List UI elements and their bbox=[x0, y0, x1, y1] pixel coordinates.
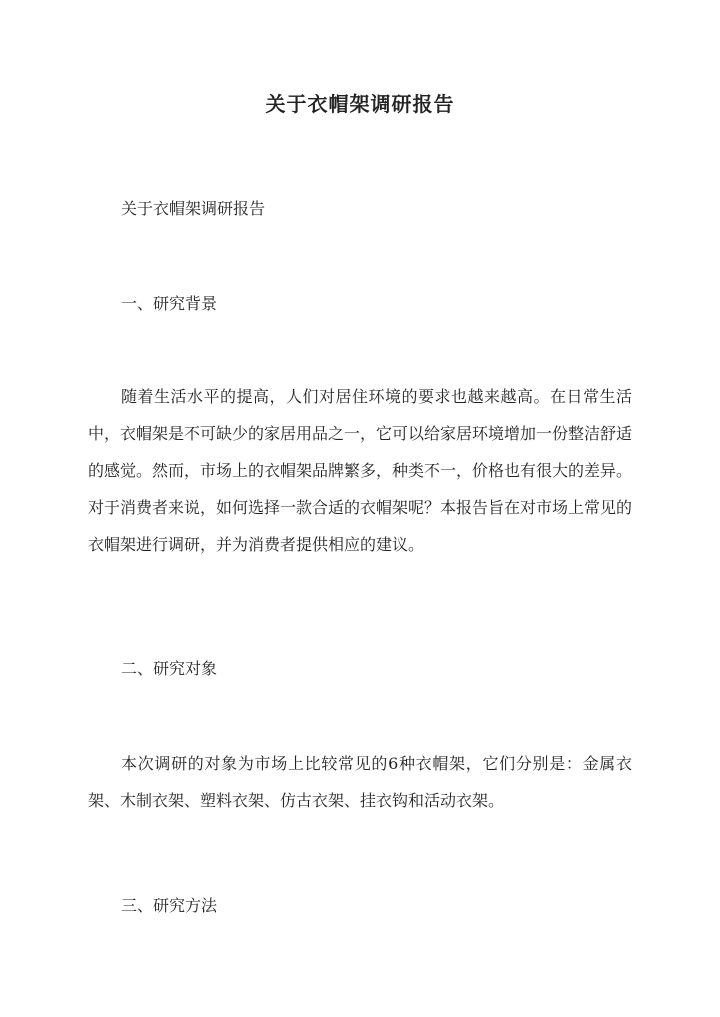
document-title: 关于衣帽架调研报告 bbox=[265, 92, 455, 116]
section-heading-subject: 二、研究对象 bbox=[121, 659, 218, 678]
section-heading-method: 三、研究方法 bbox=[121, 896, 218, 915]
document-subtitle: 关于衣帽架调研报告 bbox=[121, 199, 266, 218]
section-paragraph-subject: 本次调研的对象为市场上比较常见的6种衣帽架，它们分别是：金属衣架、木制衣架、塑料衣架、仿古衣架、挂衣钩和活动衣架。 bbox=[88, 754, 632, 810]
section-heading-background: 一、研究背景 bbox=[121, 294, 218, 313]
section-paragraph-background: 随着生活水平的提高，人们对居住环境的要求也越来越高。在日常生活中，衣帽架是不可缺少的家居用品之一，它可以给家居环境增加一份整洁舒适的感觉。然而，市场上的衣帽架品牌繁多，种类不一，价格也有很大的差异。对于消费者来说，如何选择一款合适的衣帽架呢？本报告旨在对市场上常见的衣帽架进行调研，并为消费者提供相应的建议。 bbox=[88, 387, 633, 554]
